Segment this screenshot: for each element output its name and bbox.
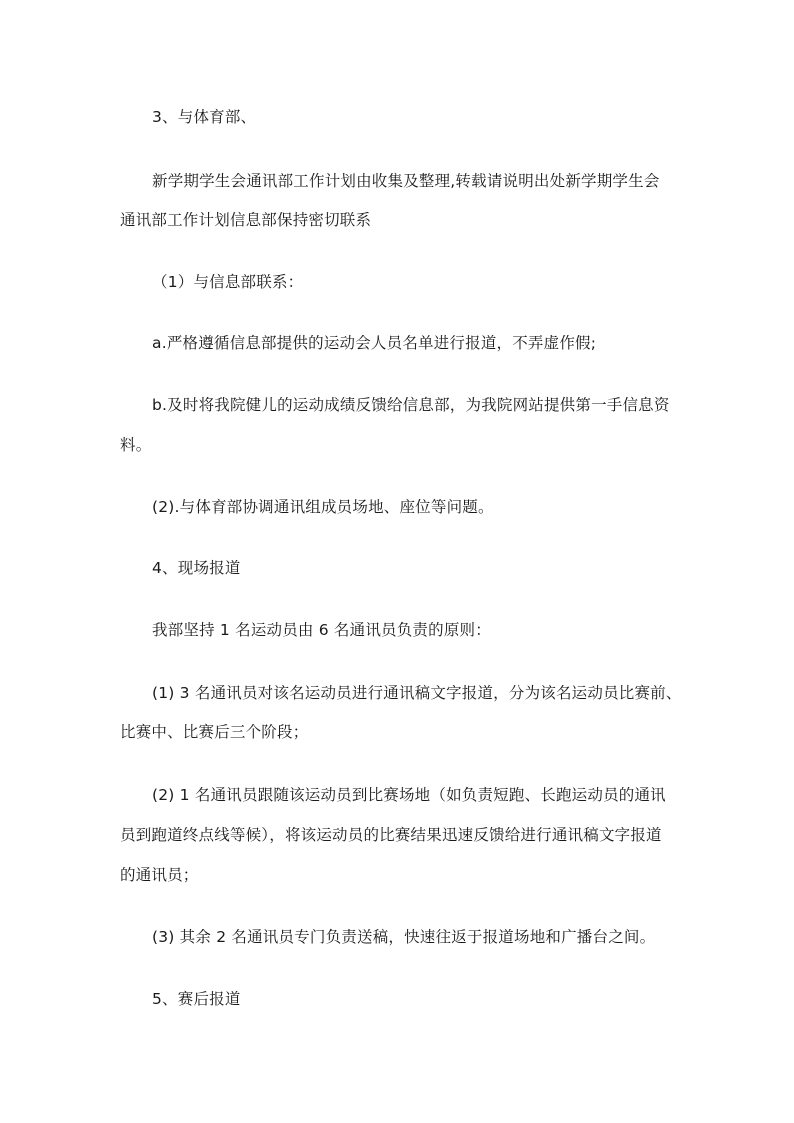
point-1-line-1: (1) 3 名通讯员对该名运动员进行通讯稿文字报道，分为该名运动员比赛前、 xyxy=(152,684,682,702)
list-item-b-line-2: 料。 xyxy=(120,436,152,454)
point-2-line-2: 员到跑道终点线等候），将该运动员的比赛结果迅速反馈给进行通讯稿文字报道 xyxy=(120,826,662,844)
point-3: (3) 其余 2 名通讯员专门负责送稿，快速往返于报道场地和广播台之间。 xyxy=(152,928,656,946)
intro-paragraph-line-2: 通讯部工作计划信息部保持密切联系 xyxy=(120,211,372,229)
point-2-line-3: 的通讯员； xyxy=(120,866,199,884)
point-2-line-1: (2) 1 名通讯员跟随该运动员到比赛场地（如负责短跑、长跑运动员的通讯 xyxy=(152,786,666,804)
list-item-b-line-1: b.及时将我院健儿的运动成绩反馈给信息部，为我院网站提供第一手信息资 xyxy=(152,396,670,414)
principle-paragraph: 我部坚持 1 名运动员由 6 名通讯员负责的原则： xyxy=(152,621,491,639)
list-item-a: a.严格遵循信息部提供的运动会人员名单进行报道，不弄虚作假; xyxy=(152,334,597,352)
section-heading-4: 4、现场报道 xyxy=(152,559,241,577)
intro-paragraph-line-1: 新学期学生会通讯部工作计划由收集及整理,转载请说明出处新学期学生会 xyxy=(152,172,660,190)
subsection-2-title: (2).与体育部协调通讯组成员场地、座位等问题。 xyxy=(152,498,494,516)
section-heading-5: 5、赛后报道 xyxy=(152,990,241,1008)
point-1-line-2: 比赛中、比赛后三个阶段； xyxy=(120,723,309,741)
section-heading-3: 3、与体育部、 xyxy=(152,108,257,126)
subsection-1-title: （1）与信息部联系： xyxy=(152,273,304,291)
